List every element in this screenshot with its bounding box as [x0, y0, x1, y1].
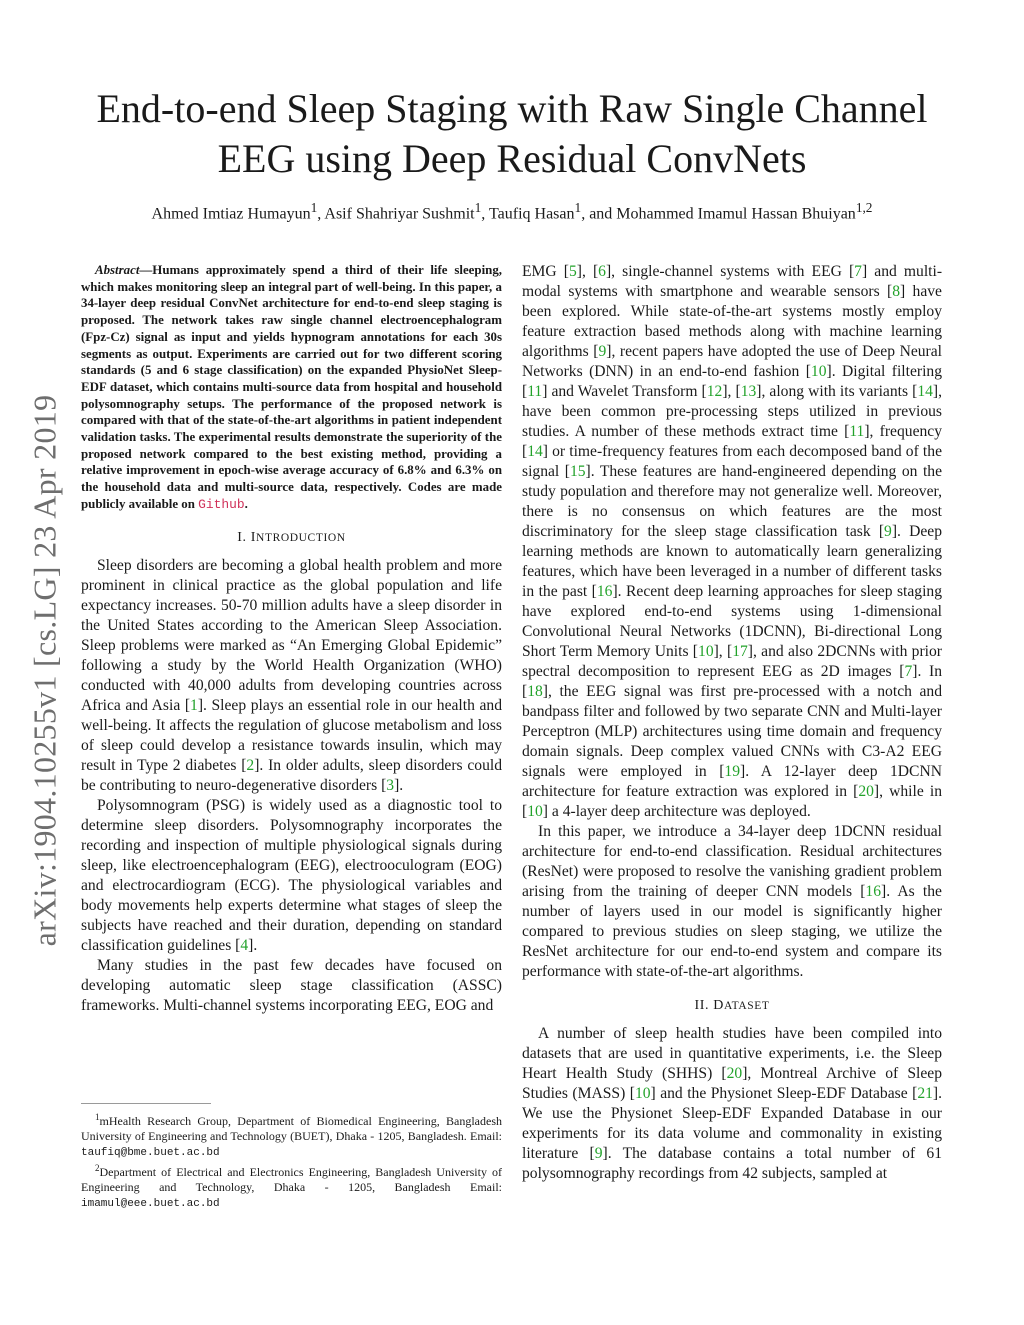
- text-run: ]. In [: [522, 663, 942, 700]
- left-column: [81, 262, 502, 1016]
- text-run: ]. As the number of layers used in our model is significantly higher compared to previous studies on sleep staging, we utilize the ResNet architecture for our end-to-end system and compare its performance with state-of-the-art algorithms.: [522, 883, 942, 980]
- text-run: A number of sleep health studies have been compiled into datasets that are used in quantitative experiments, i.e. the Sleep Heart Health Study (SHHS) [: [522, 1025, 942, 1082]
- email-link[interactable]: imamul@eee.buet.ac.bd: [81, 1198, 220, 1210]
- author-3-affil: 1: [574, 200, 582, 215]
- section-title-initial: D: [713, 998, 724, 1013]
- author-3: , Taufiq Hasan: [481, 205, 575, 223]
- dataset-paragraph-1: [522, 1024, 942, 1184]
- text-run: Polysomnogram (PSG) is widely used as a diagnostic tool to determine sleep disorders. Polysomnography incorporates the recording and inspection of multiple physiological signals during sleep, like electroencephalogram (EEG), electrooculogram (EOG) and electrocardiogram (ECG). The physiological variables and body movements help experts determine what stages of sleep the subjects have reached and their duration, depending on standard classification guidelines [: [81, 796, 502, 954]
- citation-link[interactable]: 11: [849, 423, 865, 440]
- author-2-affil: 1: [474, 200, 482, 215]
- author-4: , and Mohammed Imamul Hassan Bhuiyan: [581, 205, 856, 223]
- citation-link[interactable]: 16: [865, 883, 882, 900]
- citation-link[interactable]: 7: [904, 663, 913, 680]
- text-run: ].: [248, 936, 258, 954]
- text-run: ]. Deep learning methods are known to automatically learn generalizing features, which have been leveraged in a number of different tasks in the past [: [522, 523, 942, 600]
- arxiv-id-text: arXiv:1904.10255v1 [cs.LG] 23 Apr 2019: [26, 394, 63, 946]
- author-2: , Asif Shahriyar Sushmit: [317, 205, 475, 223]
- abstract-dash: —: [139, 263, 153, 277]
- text-run: ] and Wavelet Transform [: [542, 383, 707, 400]
- citation-link[interactable]: 10: [810, 363, 827, 380]
- text-run: ]. Digital filtering [: [522, 363, 942, 400]
- intro-paragraph-1: [81, 556, 502, 796]
- right-column: [522, 262, 942, 1184]
- intro-paragraph-2: [81, 796, 502, 956]
- citation-link[interactable]: 10: [634, 1085, 651, 1102]
- text-run: ]. We use the Physionet Sleep-EDF Expanded Database in our experiments for its data volume and commonality in existing literature [: [522, 1085, 942, 1162]
- footnotes: [81, 1110, 502, 1212]
- footnote-divider: [81, 1103, 211, 1104]
- citation-link[interactable]: 17: [732, 643, 748, 660]
- citation-link[interactable]: 9: [594, 1145, 603, 1162]
- arxiv-identifier: [20, 380, 70, 960]
- text-run: ], recent papers have adopted the use of Deep Neural Networks (DNN) in an end-to-end fashion [: [522, 343, 942, 380]
- citation-link[interactable]: 4: [240, 936, 249, 954]
- text-run: ], the EEG signal was first pre-processed with a notch and bandpass filter and followed by two separate CNN and Multi-layer Perceptron (MLP) architectures using time domain and frequency domain signals. Deep complex valued CNNs with C3-A2 EEG signals were employed in [: [522, 683, 942, 780]
- paper-title: [60, 84, 964, 184]
- citation-link[interactable]: 13: [740, 383, 757, 400]
- text-run: ].: [394, 776, 404, 794]
- citation-link[interactable]: 10: [698, 643, 714, 660]
- abstract: [81, 262, 502, 514]
- text-run: ]. Recent deep learning approaches for sleep staging have explored end-to-end systems using 1-dimensional Convolutional Neural Networks (1DCNN), Bi-directional Long Short Term Memory Units [: [522, 583, 942, 660]
- citation-link[interactable]: 2: [246, 756, 255, 774]
- text-run: Sleep disorders are becoming a global health problem and more prominent in clinical practice as the global population and life expectancy increases. 50-70 million adults have a sleep disorder in the United States according to the American Sleep Association. Sleep problems were marked as “An Emerging Global Epidemic” following a study by the World Health Organization (WHO) conducted with 40,000 adults from developing countries across Africa and Asia [: [81, 556, 502, 714]
- section-title-rest: ATASET: [723, 1000, 770, 1012]
- text-run: ], and also 2DCNNs with prior spectral decomposition to represent EEG as 2D images [: [522, 643, 942, 680]
- text-run: ], [: [713, 643, 733, 660]
- author-1: Ahmed Imtiaz Humayun: [151, 205, 311, 223]
- citation-link[interactable]: 21: [917, 1085, 933, 1102]
- footnote-1-mark: 1: [95, 1112, 100, 1122]
- text-run: ], while in [: [522, 783, 942, 820]
- citation-link[interactable]: 3: [386, 776, 395, 794]
- text-run: ]. In older adults, sleep disorders could be contributing to neuro-degenerative disorders [: [81, 756, 503, 794]
- section-title-rest: NTRODUCTION: [256, 531, 346, 544]
- citation-link[interactable]: 19: [724, 763, 740, 780]
- citation-link[interactable]: 9: [598, 343, 607, 360]
- citation-link[interactable]: 20: [858, 783, 874, 800]
- text-run: ], along with its variants [: [756, 383, 918, 400]
- text-run: EMG [: [522, 263, 569, 280]
- email-link[interactable]: taufiq@bme.buet.ac.bd: [81, 1147, 220, 1159]
- citation-link[interactable]: 8: [892, 283, 900, 300]
- abstract-label: Abstract: [95, 263, 140, 277]
- abstract-end: .: [244, 496, 248, 511]
- footnote-2-mark: 2: [95, 1163, 100, 1173]
- section-number: I.: [237, 529, 247, 545]
- section-heading-dataset: [522, 996, 942, 1016]
- text-run: ]. Sleep plays an essential role in our health and well-being. It affects the regulation of glucose metabolism and loss of sleep could develop a resistance towards insulin, which may result in Type 2 diabetes [: [81, 696, 502, 774]
- abstract-text: Humans approximately spend a third of their life sleeping, which makes monitoring sleep an integral part of well-being. In this paper, a 34-layer deep residual ConvNet architecture for end-to-end sleep staging is proposed. The network takes raw single channel electroencephalogram (Fpz-Cz) signal as input and yields hypnogram annotations for each 30s segments as output. Experiments are carried out for two different scoring standards (5 and 6 stage classification) on the expanded PhysioNet Sleep-EDF dataset, which contains multi-source data from hospital and household polysomnography setups. The performance of the proposed network is compared with that of the state-of-the-art algorithms in patient independent validation tasks. The experimental results demonstrate the superiority of the proposed network compared to the best existing method, providing a relative improvement in epoch-wise average accuracy of 6.8% and 6.3% on the household data and multi-source data, respectively. Codes are made publicly available on: [81, 263, 502, 511]
- text-run: ] and the Physionet Sleep-EDF Database [: [650, 1085, 918, 1102]
- author-list: [60, 200, 964, 223]
- citation-link[interactable]: 1: [190, 696, 198, 714]
- footnote-2-text: Department of Electrical and Electronics Engineering, Bangladesh University of Engineering and Technology, Dhaka - 1205, Bangladesh Email:: [81, 1165, 502, 1194]
- author-1-affil: 1: [310, 200, 318, 215]
- citation-link[interactable]: 7: [854, 263, 862, 280]
- citation-link[interactable]: 9: [884, 523, 892, 540]
- citation-link[interactable]: 20: [726, 1065, 743, 1082]
- citation-link[interactable]: 10: [527, 803, 543, 820]
- intro-paragraph-3-continued: [522, 262, 942, 822]
- citation-link[interactable]: 18: [527, 683, 543, 700]
- text-run: ] a 4-layer deep architecture was deployed.: [542, 803, 811, 820]
- text-run: ] or time-frequency features from each decomposed band of the signal [: [522, 443, 942, 480]
- text-run: ], frequency [: [522, 423, 943, 460]
- text-run: ], single-channel systems with EEG [: [605, 263, 855, 280]
- text-run: ], [: [722, 383, 741, 400]
- citation-link[interactable]: 12: [706, 383, 723, 400]
- citation-link[interactable]: 6: [598, 263, 606, 280]
- text-run: ], Montreal Archive of Sleep Studies (MASS) [: [522, 1065, 942, 1102]
- citation-link[interactable]: 5: [568, 263, 577, 280]
- text-run: ]. These features are hand-engineered depending on the study population and therefore may not generalize well. Moreover, there is no consensus on which features are the most discriminatory for the sleep stage classification task [: [522, 463, 943, 540]
- text-run: ]. A 12-layer deep 1DCNN architecture for feature extraction was explored in [: [522, 763, 942, 800]
- intro-paragraph-3: Many studies in the past few decades have focused on developing automatic sleep stage classification (ASSC) frameworks. Multi-channel systems incorporating EEG, EOG and: [81, 956, 502, 1014]
- title-line-2: EEG using Deep Residual ConvNets: [217, 136, 807, 181]
- github-link[interactable]: Github: [198, 496, 245, 512]
- text-run: ] have been explored. While state-of-the-art systems mostly employ feature extraction based methods along with machine learning algorithms [: [522, 283, 942, 360]
- text-run: In this paper, we introduce a 34-layer deep 1DCNN residual architecture for end-to-end classification. Residual architectures (ResNet) were proposed to resolve the vanishing gradient problem arising from the training of deeper CNN models [: [522, 823, 942, 900]
- section-heading-introduction: [81, 528, 502, 548]
- text-run: ], have been common pre-processing steps utilized in previous studies. A number of these methods extract time [: [522, 383, 942, 440]
- text-run: ], [: [576, 263, 599, 280]
- citation-link[interactable]: 14: [527, 443, 543, 460]
- author-4-affil: 1,2: [855, 200, 873, 215]
- text-run: ]. The database contains a total number of 61 polysomnography recordings from 42 subjects, sampled at: [522, 1145, 942, 1182]
- section-number: II.: [694, 998, 710, 1013]
- section-title-initial: I: [250, 529, 257, 545]
- footnote-2: [81, 1161, 502, 1212]
- title-line-1: End-to-end Sleep Staging with Raw Single Channel: [96, 86, 928, 131]
- text-run: ] and multi-modal systems with smartphone and wearable sensors [: [522, 263, 943, 300]
- citation-link[interactable]: 11: [527, 383, 543, 400]
- citation-link[interactable]: 16: [596, 583, 613, 600]
- footnote-1: [81, 1110, 502, 1161]
- citation-link[interactable]: 15: [569, 463, 586, 480]
- citation-link[interactable]: 14: [917, 383, 933, 400]
- intro-paragraph-4: [522, 822, 942, 982]
- footnote-1-text: mHealth Research Group, Department of Biomedical Engineering, Bangladesh University of Engineering and Technology (BUET), Dhaka - 1205, Bangladesh. Email:: [81, 1114, 502, 1143]
